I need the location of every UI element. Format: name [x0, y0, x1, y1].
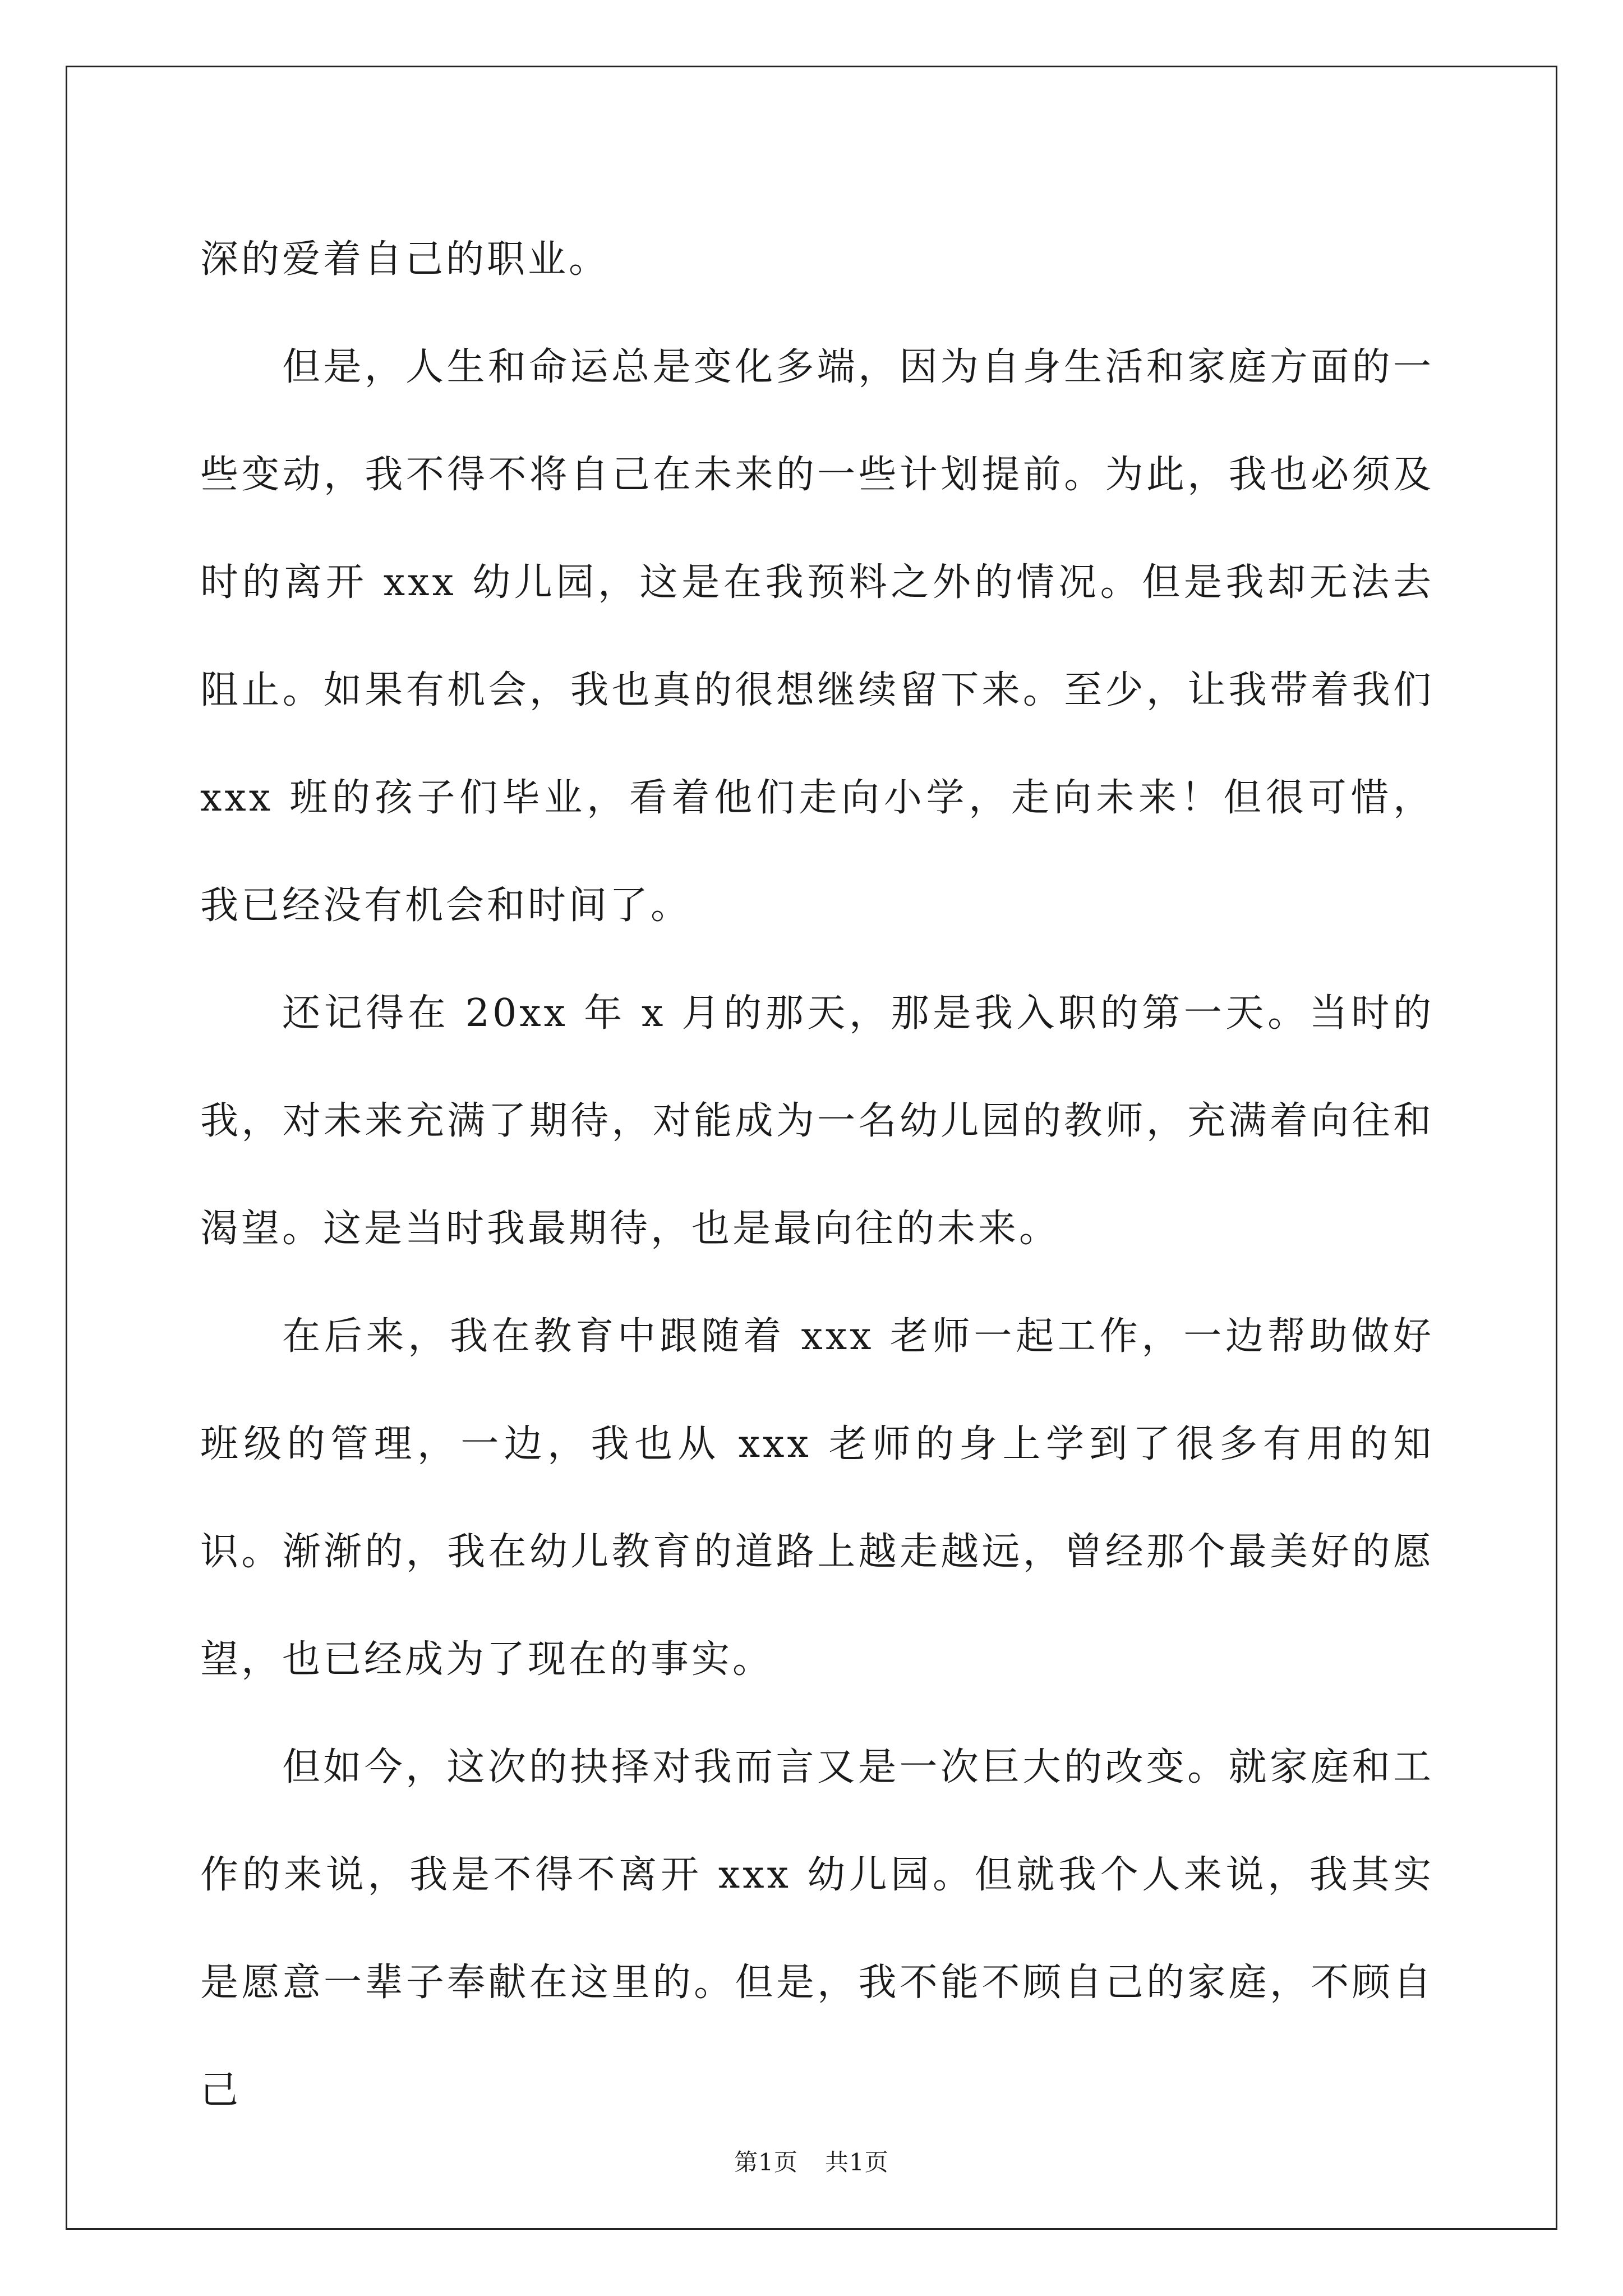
- paragraph: 深的爱着自己的职业。: [200, 237, 610, 282]
- page-number: 第1页: [734, 2148, 798, 2176]
- page-footer: [0, 2146, 1623, 2179]
- paragraph: 在后来，我在教育中跟随着 xxx 老师一起工作，一边帮助做好班级的管理，一边，我也从 xxx 老师的身上学到了很多有用的知识。渐渐的，我在幼儿教育的道路上越走越远，曾经那个最美好的愿望，也已经成为了现在的事实。: [200, 1314, 1434, 1682]
- document-body: [200, 206, 1434, 2145]
- paragraph: 还记得在 20xx 年 x 月的那天，那是我入职的第一天。当时的我，对未来充满了期待，对能成为一名幼儿园的教师，充满着向往和渴望。这是当时我最期待，也是最向往的未来。: [200, 991, 1434, 1251]
- paragraph: 但是，人生和命运总是变化多端，因为自身生活和家庭方面的一些变动，我不得不将自己在未来的一些计划提前。为此，我也必须及时的离开 xxx 幼儿园，这是在我预料之外的情况。但是我却无法去阻止。如果有机会，我也真的很想继续留下来。至少，让我带着我们 xxx 班的孩子们毕业，看着他们走向小学，走向未来！但很可惜，我已经没有机会和时间了。: [200, 345, 1434, 928]
- page-total: 共1页: [825, 2148, 889, 2176]
- paragraph: 但如今，这次的抉择对我而言又是一次巨大的改变。就家庭和工作的来说，我是不得不离开 xxx 幼儿园。但就我个人来说，我其实是愿意一辈子奉献在这里的。但是，我不能不顾自己的家庭，不顾自己: [200, 1745, 1434, 2113]
